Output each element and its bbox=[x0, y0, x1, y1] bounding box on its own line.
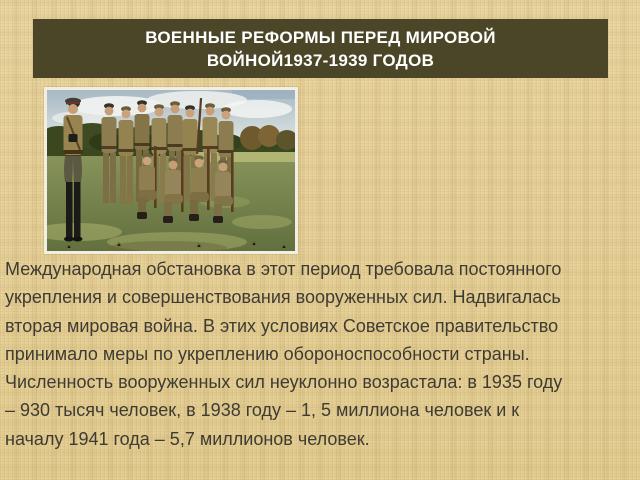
soldiers-photo-frame bbox=[44, 87, 298, 254]
slide-title bbox=[33, 19, 608, 78]
body-line: принимало меры по укреплению обороноспособности страны. bbox=[5, 343, 530, 364]
body-line: Международная обстановка в этот период требовала постоянного bbox=[5, 259, 562, 279]
slide-title-line-1: ВОЕННЫЕ РЕФОРМЫ ПЕРЕД МИРОВОЙ bbox=[145, 27, 496, 47]
body-line: Численность вооруженных сил неуклонно возрастала: в 1935 году bbox=[5, 372, 563, 393]
body-line: – 930 тысяч человек, в 1938 году – 1, 5 миллиона человек и к bbox=[5, 400, 520, 421]
slide-title-line-2: ВОЙНОЙ1937-1939 ГОДОВ bbox=[206, 50, 435, 70]
body-line: началу 1941 года – 5,7 миллионов человек. bbox=[5, 428, 370, 449]
body-line: укрепления и совершенствования вооруженных сил. Надвигалась bbox=[5, 287, 561, 308]
body-paragraph bbox=[5, 255, 637, 453]
soldiers-photo bbox=[47, 90, 295, 251]
body-line: вторая мировая война. В этих условиях Советское правительство bbox=[5, 315, 559, 336]
